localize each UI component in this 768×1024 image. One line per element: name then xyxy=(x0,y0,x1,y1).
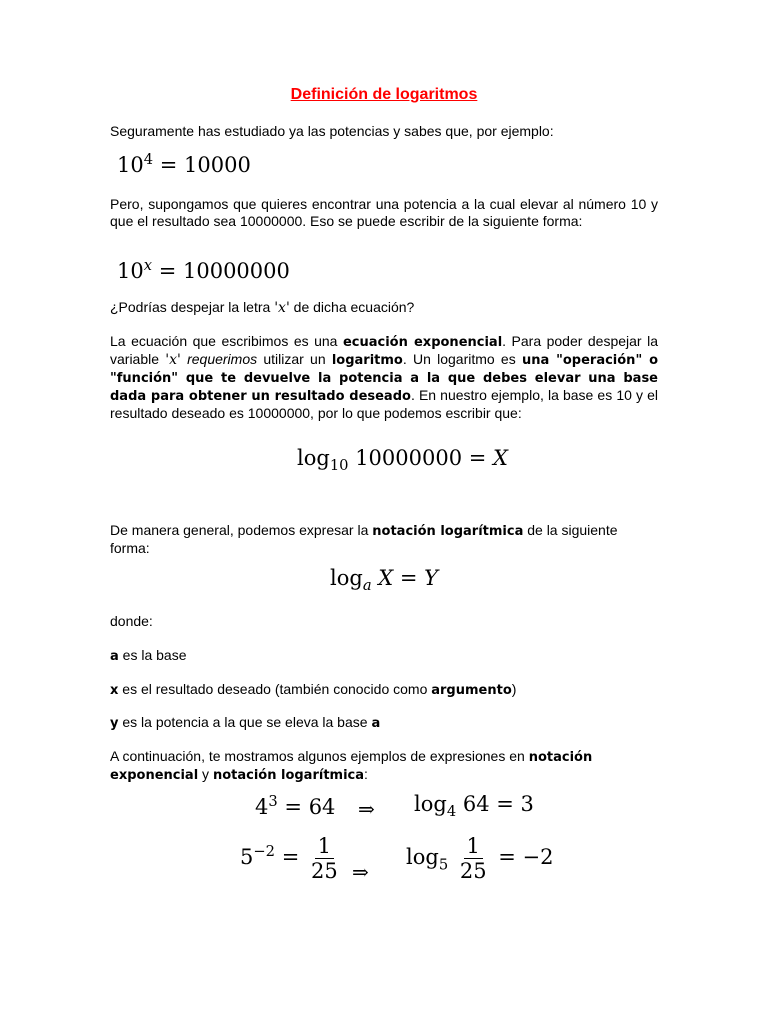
def-a-bold: a xyxy=(110,649,119,664)
ex2-exponent: −2 xyxy=(253,843,276,861)
ex2-numerator: 1 xyxy=(315,834,334,859)
question-before: ¿Podrías despejar la letra xyxy=(110,299,275,315)
page-title: Definición de logaritmos xyxy=(290,86,478,103)
equation-log-example xyxy=(297,446,508,475)
p5-bold-exp-notation: notación exponencial xyxy=(110,750,593,783)
example2-arrow: ⇒ xyxy=(352,860,369,884)
example1-exponential xyxy=(255,795,335,819)
question-variable: 'x' xyxy=(274,300,290,316)
p3-bold-exponential-equation: ecuación exponencial xyxy=(342,335,503,350)
ex2-log: log xyxy=(406,845,439,870)
eq4-rhs: Y xyxy=(424,566,439,590)
def-x-text-2: ) xyxy=(511,681,517,697)
ex1-log: log xyxy=(414,792,447,816)
example1-arrow: ⇒ xyxy=(358,797,375,821)
ex1-log-base: 4 xyxy=(446,803,457,821)
ex2-log-denominator: 25 xyxy=(459,859,487,884)
p3-text-4: . Un logaritmo es xyxy=(402,351,522,367)
p3-text-5: . En nuestro ejemplo, la base es 10 y el resultado deseado es 10000000, por lo que podemos escribir que: xyxy=(110,387,658,421)
def-x-bold: x xyxy=(110,683,119,698)
ex2-log-fraction xyxy=(457,834,490,883)
def-y-text: es la potencia a la que se eleva la base xyxy=(118,714,372,730)
ex2-log-base: 5 xyxy=(438,856,449,874)
eq3-log: log xyxy=(297,446,330,470)
example2-exponential xyxy=(240,834,343,883)
def-y-bold: y xyxy=(110,716,119,731)
def-x-text-1: es el resultado deseado (también conocido como xyxy=(118,681,432,697)
equation-power-example xyxy=(117,153,251,177)
paragraph-examples-intro xyxy=(110,748,658,784)
ex2-base: 5 xyxy=(240,845,254,870)
def-x-bold-argumento: argumento xyxy=(431,683,512,698)
paragraph-logarithm-definition xyxy=(110,333,658,422)
ex1-exponent: 3 xyxy=(268,793,278,810)
paragraph-general-notation xyxy=(110,522,658,557)
ex2-eq: = xyxy=(275,845,306,870)
paragraph-power-question: Pero, supongamos que quieres encontrar una potencia a la cual elevar al número 10 y que el resultado sea 10000000. Eso se puede escribir de la siguiente forma: xyxy=(110,196,658,229)
p3-bold-logarithm: logaritmo xyxy=(331,353,403,368)
question-after: de dicha ecuación? xyxy=(289,299,415,315)
ex2-log-rhs: = −2 xyxy=(491,845,554,870)
eq1-rhs: = 10000 xyxy=(159,153,251,177)
eq4-base: a xyxy=(362,577,372,595)
eq3-arg: 10000000 = xyxy=(348,446,494,470)
definition-x xyxy=(110,681,658,699)
eq1-exponent: 4 xyxy=(143,151,154,168)
ex1-base: 4 xyxy=(255,795,269,819)
eq2-rhs: = 10000000 xyxy=(158,259,290,283)
intro-paragraph: Seguramente has estudiado ya las potencias y sabes que, por ejemplo: xyxy=(110,123,554,139)
p5-text-2: y xyxy=(198,766,213,782)
eq4-eq: = xyxy=(393,566,425,590)
p5-text-3: : xyxy=(364,766,368,782)
p3-text-1: La ecuación que escribimos es una xyxy=(110,333,343,349)
p4-bold-log-notation: notación logarítmica xyxy=(372,524,524,539)
p3-text-3: utilizar un xyxy=(257,351,332,367)
example1-logarithmic xyxy=(414,792,534,821)
eq4-log: log xyxy=(330,566,363,590)
definition-a xyxy=(110,647,658,665)
eq2-base: 10 xyxy=(117,259,144,283)
definition-y xyxy=(110,714,658,732)
p3-bold-definition: una "operación" o "función" que te devuelve la potencia a la que debes elevar una base dada para obtener un resultado deseado xyxy=(110,353,659,404)
ex2-fraction xyxy=(308,834,341,883)
example2-logarithmic xyxy=(406,834,554,883)
ex2-denominator: 25 xyxy=(310,859,338,884)
ex1-log-rhs: 64 = 3 xyxy=(456,792,534,816)
def-y-bold-a: a xyxy=(371,716,381,731)
eq1-base: 10 xyxy=(117,153,144,177)
eq2-exponent: x xyxy=(143,257,153,274)
p3-italic-requerimos: requerimos xyxy=(180,351,258,367)
eq3-rhs: X xyxy=(493,446,508,470)
eq3-base: 10 xyxy=(329,457,349,475)
def-a-text: es la base xyxy=(118,647,187,663)
equation-general-log xyxy=(330,566,439,595)
p4-text-2: de la siguiente forma: xyxy=(110,522,618,556)
p3-variable: 'x' xyxy=(165,352,181,368)
equation-unknown-exponent xyxy=(117,259,290,283)
p5-text-1: A continuación, te mostramos algunos ejemplos de expresiones en xyxy=(110,748,529,764)
p4-text-1: De manera general, podemos expresar la xyxy=(110,522,373,538)
p3-text-2: . Para poder despejar la variable xyxy=(110,333,658,367)
donde-label: donde: xyxy=(110,613,153,629)
ex2-log-numerator: 1 xyxy=(464,834,483,859)
ex1-rhs: = 64 xyxy=(284,795,336,819)
question-paragraph xyxy=(110,299,658,317)
p5-bold-log-notation: notación logarítmica xyxy=(212,768,365,783)
eq4-arg: X xyxy=(378,566,394,590)
